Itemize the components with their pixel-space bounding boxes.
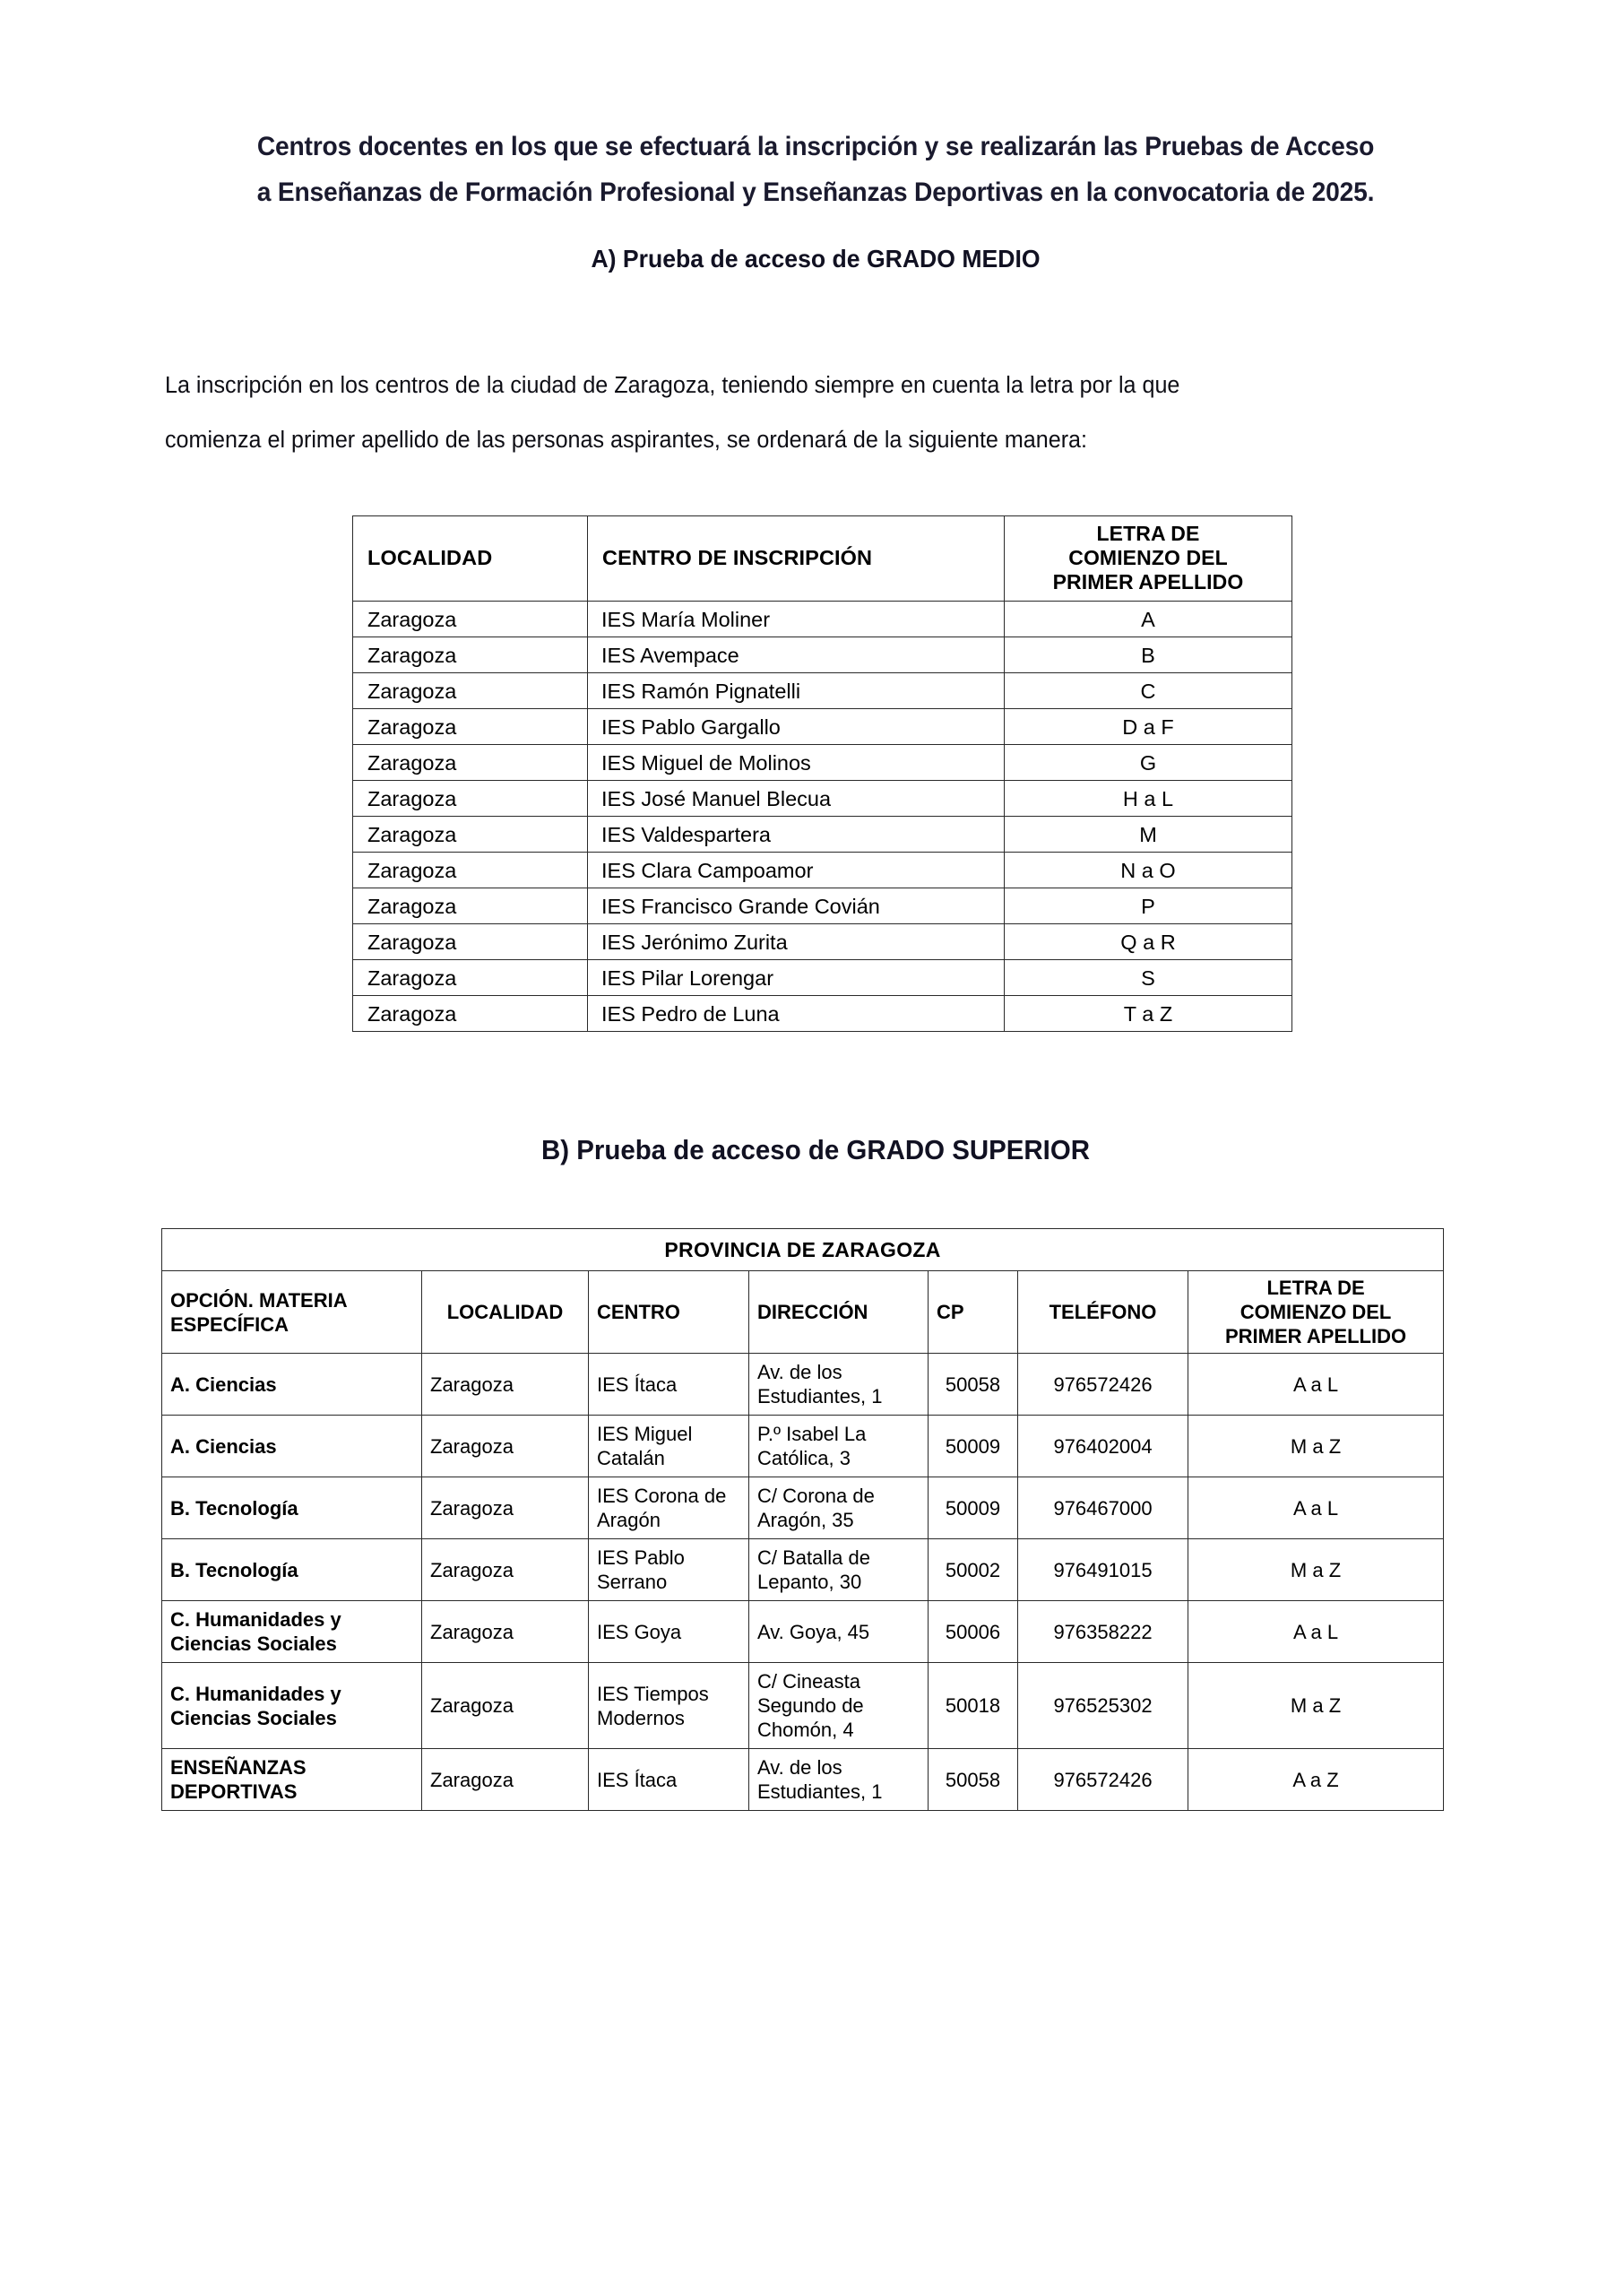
cell-cp: 50006	[929, 1601, 1018, 1663]
column-header-letra-line-1: LETRA DE	[1096, 522, 1200, 545]
cell-centro: IES Francisco Grande Covián	[588, 888, 1005, 924]
cell-localidad: Zaragoza	[353, 817, 588, 853]
cell-telefono: 976402004	[1018, 1416, 1188, 1477]
table-row	[353, 960, 1292, 996]
column-header-localidad: LOCALIDAD	[353, 516, 588, 602]
cell-letra: D a F	[1005, 709, 1292, 745]
cell-direccion: P.º Isabel La Católica, 3	[749, 1416, 929, 1477]
table-row	[162, 1354, 1444, 1416]
table-row	[353, 745, 1292, 781]
cell-centro: IES Goya	[589, 1601, 749, 1663]
cell-opcion: C. Humanidades y Ciencias Sociales	[162, 1601, 422, 1663]
intro-paragraph	[165, 359, 1445, 468]
section-heading-grado-superior: B) Prueba de acceso de GRADO SUPERIOR	[540, 1134, 1091, 1165]
cell-opcion: A. Ciencias	[162, 1354, 422, 1416]
cell-opcion: A. Ciencias	[162, 1416, 422, 1477]
column-header-letra-comienzo	[1188, 1271, 1444, 1354]
column-header-letra-line-3: PRIMER APELLIDO	[1225, 1325, 1407, 1347]
cell-letra: M a Z	[1188, 1539, 1444, 1601]
cell-telefono: 976467000	[1018, 1477, 1188, 1539]
cell-letra: A a Z	[1188, 1749, 1444, 1811]
table-row	[162, 1601, 1444, 1663]
intro-line-1: La inscripción en los centros de la ciudad de Zaragoza, teniendo siempre en cuenta la letra por la que	[165, 373, 1180, 398]
column-header-letra-line-2: COMIENZO DEL	[1240, 1301, 1392, 1323]
cell-direccion: C/ Batalla de Lepanto, 30	[749, 1539, 929, 1601]
cell-localidad: Zaragoza	[353, 637, 588, 673]
table-row	[353, 888, 1292, 924]
cell-localidad: Zaragoza	[422, 1663, 589, 1749]
cell-telefono: 976572426	[1018, 1749, 1188, 1811]
cell-localidad: Zaragoza	[422, 1416, 589, 1477]
cell-letra: A a L	[1188, 1601, 1444, 1663]
cell-cp: 50018	[929, 1663, 1018, 1749]
cell-telefono: 976525302	[1018, 1663, 1188, 1749]
column-header-telefono: TELÉFONO	[1018, 1271, 1188, 1354]
cell-localidad: Zaragoza	[422, 1354, 589, 1416]
cell-localidad: Zaragoza	[353, 745, 588, 781]
cell-localidad: Zaragoza	[353, 673, 588, 709]
cell-opcion: C. Humanidades y Ciencias Sociales	[162, 1663, 422, 1749]
cell-centro: IES Ítaca	[589, 1354, 749, 1416]
cell-cp: 50058	[929, 1749, 1018, 1811]
cell-letra: A a L	[1188, 1354, 1444, 1416]
cell-direccion: C/ Corona de Aragón, 35	[749, 1477, 929, 1539]
cell-localidad: Zaragoza	[353, 888, 588, 924]
column-header-centro-inscripcion: CENTRO DE INSCRIPCIÓN	[588, 516, 1005, 602]
column-header-letra-comienzo	[1005, 516, 1292, 602]
cell-opcion: B. Tecnología	[162, 1539, 422, 1601]
cell-localidad: Zaragoza	[353, 781, 588, 817]
table-row	[353, 817, 1292, 853]
table-row	[353, 709, 1292, 745]
province-title: PROVINCIA DE ZARAGOZA	[162, 1229, 1444, 1271]
cell-localidad: Zaragoza	[422, 1601, 589, 1663]
table-row	[353, 637, 1292, 673]
cell-telefono: 976358222	[1018, 1601, 1188, 1663]
cell-centro: IES Jerónimo Zurita	[588, 924, 1005, 960]
document-title	[218, 124, 1414, 215]
table-row	[353, 781, 1292, 817]
cell-centro: IES Pablo Gargallo	[588, 709, 1005, 745]
cell-letra: Q a R	[1005, 924, 1292, 960]
cell-localidad: Zaragoza	[353, 709, 588, 745]
cell-localidad: Zaragoza	[353, 960, 588, 996]
cell-letra: B	[1005, 637, 1292, 673]
cell-direccion: Av. de los Estudiantes, 1	[749, 1749, 929, 1811]
table-header-row	[162, 1271, 1444, 1354]
cell-centro: IES Clara Campoamor	[588, 853, 1005, 888]
table-row	[353, 996, 1292, 1032]
cell-centro: IES Avempace	[588, 637, 1005, 673]
cell-localidad: Zaragoza	[353, 996, 588, 1032]
cell-centro: IES Ramón Pignatelli	[588, 673, 1005, 709]
cell-cp: 50002	[929, 1539, 1018, 1601]
cell-opcion: ENSEÑANZAS DEPORTIVAS	[162, 1749, 422, 1811]
cell-letra: M a Z	[1188, 1663, 1444, 1749]
cell-centro: IES Tiempos Modernos	[589, 1663, 749, 1749]
intro-line-2: comienza el primer apellido de las personas aspirantes, se ordenará de la siguiente manera:	[165, 428, 1088, 453]
cell-letra: M a Z	[1188, 1416, 1444, 1477]
column-header-cp: CP	[929, 1271, 1018, 1354]
table-row	[162, 1477, 1444, 1539]
cell-centro: IES Miguel de Molinos	[588, 745, 1005, 781]
table-row	[162, 1539, 1444, 1601]
document-title-line-1: Centros docentes en los que se efectuará la inscripción y se realizarán las Pruebas de Acceso	[256, 132, 1375, 161]
cell-localidad: Zaragoza	[353, 853, 588, 888]
cell-telefono: 976491015	[1018, 1539, 1188, 1601]
cell-localidad: Zaragoza	[422, 1749, 589, 1811]
table-row	[162, 1416, 1444, 1477]
table-province-row	[162, 1229, 1444, 1271]
table-row	[353, 673, 1292, 709]
column-header-opcion-materia: OPCIÓN. MATERIA ESPECÍFICA	[162, 1271, 422, 1354]
column-header-letra-line-3: PRIMER APELLIDO	[1052, 570, 1244, 593]
cell-localidad: Zaragoza	[353, 924, 588, 960]
cell-letra: H a L	[1005, 781, 1292, 817]
table-row	[353, 924, 1292, 960]
cell-centro: IES Pedro de Luna	[588, 996, 1005, 1032]
cell-centro: IES Valdespartera	[588, 817, 1005, 853]
table-row	[353, 853, 1292, 888]
table-grado-medio-body	[353, 602, 1292, 1032]
cell-direccion: C/ Cineasta Segundo de Chomón, 4	[749, 1663, 929, 1749]
cell-centro: IES José Manuel Blecua	[588, 781, 1005, 817]
cell-letra: N a O	[1005, 853, 1292, 888]
cell-letra: A	[1005, 602, 1292, 637]
cell-letra: G	[1005, 745, 1292, 781]
cell-centro: IES Corona de Aragón	[589, 1477, 749, 1539]
column-header-direccion: DIRECCIÓN	[749, 1271, 929, 1354]
table-header-row	[353, 516, 1292, 602]
document-title-line-2: a Enseñanzas de Formación Profesional y Enseñanzas Deportivas en la convocatoria de 2025.	[256, 178, 1375, 207]
cell-localidad: Zaragoza	[422, 1477, 589, 1539]
cell-centro: IES Pablo Serrano	[589, 1539, 749, 1601]
cell-localidad: Zaragoza	[353, 602, 588, 637]
cell-centro: IES Ítaca	[589, 1749, 749, 1811]
cell-centro: IES María Moliner	[588, 602, 1005, 637]
column-header-localidad: LOCALIDAD	[422, 1271, 589, 1354]
cell-letra: P	[1005, 888, 1292, 924]
column-header-letra-line-1: LETRA DE	[1266, 1277, 1365, 1299]
cell-telefono: 976572426	[1018, 1354, 1188, 1416]
cell-letra: A a L	[1188, 1477, 1444, 1539]
table-grado-medio	[352, 515, 1292, 1032]
cell-direccion: Av. Goya, 45	[749, 1601, 929, 1663]
cell-letra: T a Z	[1005, 996, 1292, 1032]
cell-cp: 50009	[929, 1416, 1018, 1477]
section-heading-grado-medio: A) Prueba de acceso de GRADO MEDIO	[591, 245, 1041, 273]
column-header-centro: CENTRO	[589, 1271, 749, 1354]
cell-letra: S	[1005, 960, 1292, 996]
cell-centro: IES Pilar Lorengar	[588, 960, 1005, 996]
cell-cp: 50058	[929, 1354, 1018, 1416]
table-row	[162, 1663, 1444, 1749]
table-row	[353, 602, 1292, 637]
cell-direccion: Av. de los Estudiantes, 1	[749, 1354, 929, 1416]
table-grado-superior-body	[162, 1354, 1444, 1811]
column-header-letra-line-2: COMIENZO DEL	[1068, 546, 1228, 569]
cell-cp: 50009	[929, 1477, 1018, 1539]
cell-letra: M	[1005, 817, 1292, 853]
table-grado-superior	[161, 1228, 1444, 1811]
cell-localidad: Zaragoza	[422, 1539, 589, 1601]
cell-letra: C	[1005, 673, 1292, 709]
table-row	[162, 1749, 1444, 1811]
cell-opcion: B. Tecnología	[162, 1477, 422, 1539]
cell-centro: IES Miguel Catalán	[589, 1416, 749, 1477]
